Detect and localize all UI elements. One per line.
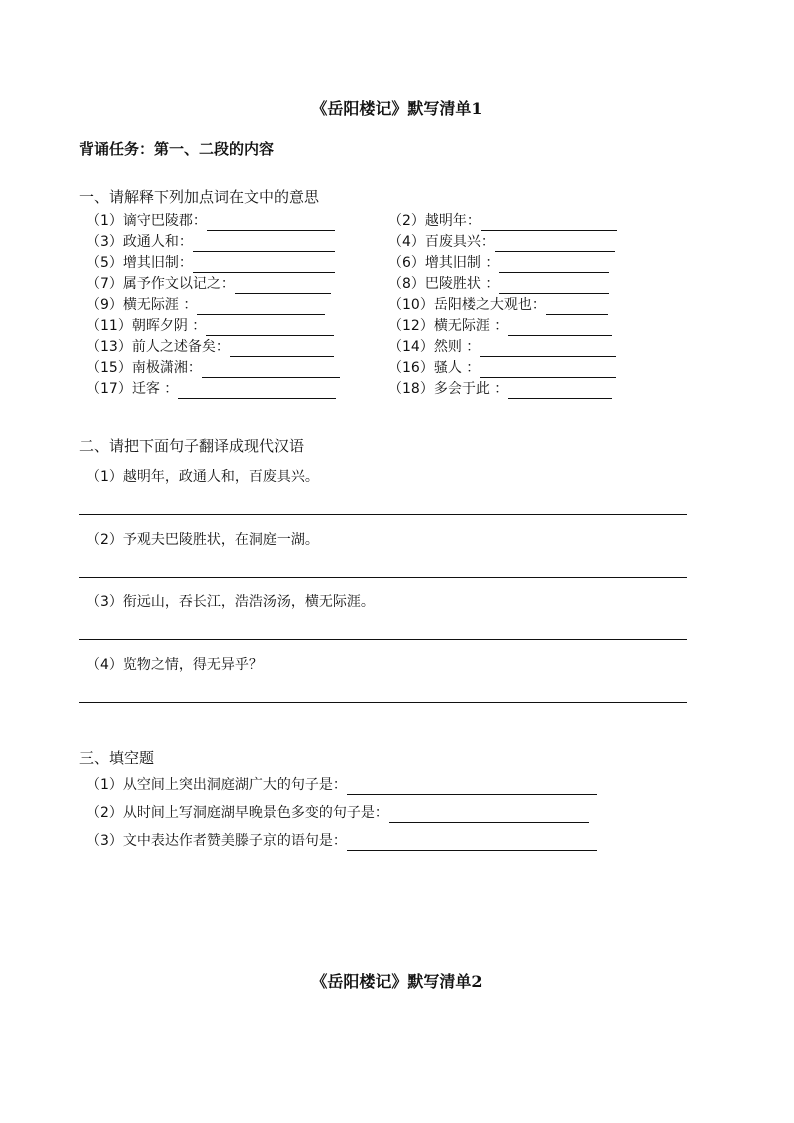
section-2-heading: 二、请把下面句子翻译成现代汉语	[79, 437, 305, 455]
answer-blank[interactable]	[193, 235, 335, 252]
answer-blank[interactable]	[389, 806, 589, 823]
answer-blank[interactable]	[508, 319, 612, 336]
answer-blank[interactable]	[480, 361, 616, 378]
answer-line[interactable]	[79, 514, 687, 515]
answer-blank[interactable]	[495, 235, 615, 252]
fill-blank-item: （3）文中表达作者赞美滕子京的语句是：	[86, 831, 597, 851]
answer-blank[interactable]	[206, 319, 334, 336]
vocab-item: （7）属予作文以记之：	[86, 274, 331, 294]
vocab-item: （4）百废具兴：	[388, 232, 615, 252]
translation-sentence: （2）予观夫巴陵胜状，在洞庭一湖。	[86, 532, 319, 548]
answer-blank[interactable]	[202, 361, 340, 378]
vocab-item: （9）横无际涯 ：	[86, 295, 325, 315]
translation-sentence: （3）衔远山，吞长江，浩浩汤汤，横无际涯。	[86, 594, 375, 610]
worksheet-title-2: 《岳阳楼记》默写清单2	[311, 972, 483, 991]
vocab-item: （17）迁客 ：	[86, 379, 336, 399]
vocab-item: （10）岳阳楼之大观也：	[388, 295, 608, 315]
answer-blank[interactable]	[235, 277, 331, 294]
vocab-item: （14）然则 ：	[388, 337, 616, 357]
answer-blank[interactable]	[499, 277, 609, 294]
section-3-heading: 三、填空题	[79, 749, 155, 767]
answer-line[interactable]	[79, 639, 687, 640]
vocab-item: （13）前人之述备矣：	[86, 337, 334, 357]
recitation-task: 背诵任务：第一、二段的内容	[79, 140, 275, 158]
answer-blank[interactable]	[480, 340, 616, 357]
answer-line[interactable]	[79, 702, 687, 703]
vocab-item: （18）多会于此 ：	[388, 379, 612, 399]
answer-blank[interactable]	[481, 214, 617, 231]
answer-blank[interactable]	[230, 340, 334, 357]
answer-blank[interactable]	[347, 778, 597, 795]
translation-sentence: （1）越明年，政通人和，百废具兴。	[86, 469, 319, 485]
translation-sentence: （4）览物之情，得无异乎？	[86, 657, 263, 673]
vocab-item: （12）横无际涯 ：	[388, 316, 612, 336]
answer-blank[interactable]	[197, 298, 325, 315]
vocab-item: （6）增其旧制 ：	[388, 253, 609, 273]
answer-blank[interactable]	[546, 298, 608, 315]
answer-blank[interactable]	[508, 382, 612, 399]
vocab-item: （11）朝晖夕阴 ：	[86, 316, 334, 336]
vocab-item: （3）政通人和：	[86, 232, 335, 252]
answer-blank[interactable]	[499, 256, 609, 273]
section-1-heading: 一、请解释下列加点词在文中的意思	[79, 188, 320, 206]
vocab-item: （15）南极潇湘：	[86, 358, 340, 378]
answer-blank[interactable]	[193, 256, 335, 273]
fill-blank-item: （2）从时间上写洞庭湖早晚景色多变的句子是：	[86, 803, 589, 823]
answer-blank[interactable]	[178, 382, 336, 399]
answer-blank[interactable]	[207, 214, 335, 231]
answer-blank[interactable]	[347, 834, 597, 851]
worksheet-title-1: 《岳阳楼记》默写清单1	[311, 99, 483, 118]
vocab-item: （1）谪守巴陵郡：	[86, 211, 335, 231]
fill-blank-item: （1）从空间上突出洞庭湖广大的句子是：	[86, 775, 597, 795]
vocab-item: （2）越明年：	[388, 211, 617, 231]
vocab-item: （8）巴陵胜状 ：	[388, 274, 609, 294]
answer-line[interactable]	[79, 577, 687, 578]
vocab-item: （5）增其旧制：	[86, 253, 335, 273]
vocab-item: （16）骚人 ：	[388, 358, 616, 378]
